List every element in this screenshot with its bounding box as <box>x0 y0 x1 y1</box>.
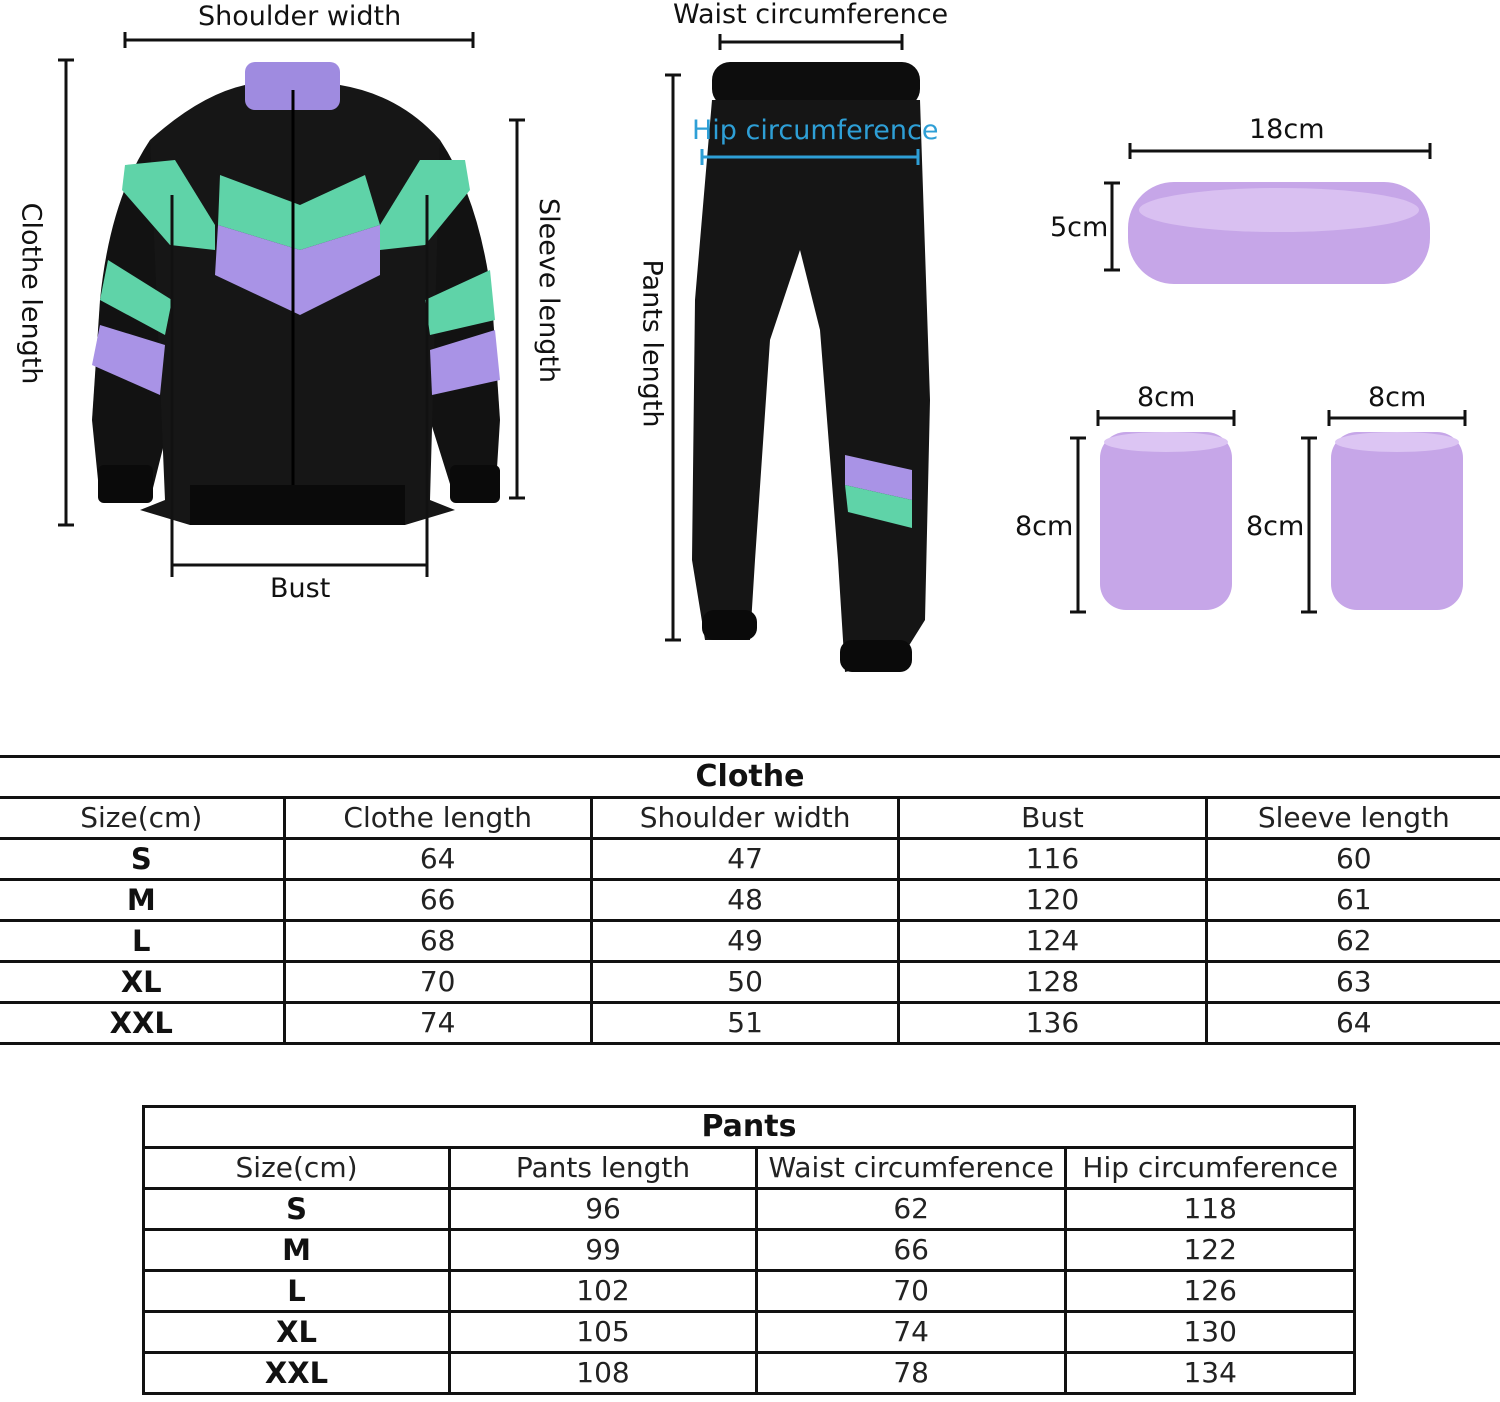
table-row <box>144 1312 1355 1353</box>
value-cell: 105 <box>450 1312 757 1353</box>
value-cell: 61 <box>1206 880 1500 921</box>
value-cell: 47 <box>591 839 898 880</box>
wristband-left-width-label: 8cm <box>1137 382 1196 413</box>
size-cell: M <box>144 1230 450 1271</box>
jacket-illustration <box>92 62 500 525</box>
value-cell: 70 <box>284 962 591 1003</box>
clothe-header-cell: Shoulder width <box>591 798 898 839</box>
size-cell: M <box>0 880 284 921</box>
pants-header-row <box>144 1148 1355 1189</box>
value-cell: 66 <box>284 880 591 921</box>
pants-header-cell: Hip circumference <box>1066 1148 1355 1189</box>
value-cell: 99 <box>450 1230 757 1271</box>
pants-header-cell: Waist circumference <box>756 1148 1065 1189</box>
pants-size-table <box>142 1105 1356 1395</box>
table-row <box>144 1230 1355 1271</box>
value-cell: 64 <box>1206 1003 1500 1044</box>
wristband-right-height-label: 8cm <box>1246 511 1305 542</box>
value-cell: 130 <box>1066 1312 1355 1353</box>
bust-label: Bust <box>270 573 331 604</box>
pants-header-cell: Size(cm) <box>144 1148 450 1189</box>
value-cell: 78 <box>756 1353 1065 1394</box>
pants-length-label: Pants length <box>636 259 668 428</box>
sleeve-length-label: Sleeve length <box>533 197 565 384</box>
pants-table-title: Pants <box>144 1107 1355 1148</box>
value-cell: 68 <box>284 921 591 962</box>
size-cell: L <box>0 921 284 962</box>
value-cell: 62 <box>756 1189 1065 1230</box>
value-cell: 62 <box>1206 921 1500 962</box>
table-row <box>0 880 1500 921</box>
value-cell: 116 <box>899 839 1206 880</box>
table-row <box>0 962 1500 1003</box>
pants-header-cell: Pants length <box>450 1148 757 1189</box>
size-cell: S <box>144 1189 450 1230</box>
value-cell: 120 <box>899 880 1206 921</box>
value-cell: 108 <box>450 1353 757 1394</box>
size-cell: XL <box>144 1312 450 1353</box>
wristband-right-illustration <box>1331 432 1463 610</box>
value-cell: 96 <box>450 1189 757 1230</box>
clothe-header-cell: Clothe length <box>284 798 591 839</box>
value-cell: 118 <box>1066 1189 1355 1230</box>
value-cell: 51 <box>591 1003 898 1044</box>
value-cell: 134 <box>1066 1353 1355 1394</box>
clothe-header-cell: Sleeve length <box>1206 798 1500 839</box>
table-row <box>144 1271 1355 1312</box>
value-cell: 64 <box>284 839 591 880</box>
table-row <box>0 921 1500 962</box>
table-row <box>144 1353 1355 1394</box>
value-cell: 74 <box>284 1003 591 1044</box>
waist-circumference-label: Waist circumference <box>673 0 949 30</box>
value-cell: 49 <box>591 921 898 962</box>
clothe-length-label: Clothe length <box>15 202 47 385</box>
clothe-table-title: Clothe <box>0 757 1500 798</box>
clothe-header-cell: Size(cm) <box>0 798 284 839</box>
value-cell: 126 <box>1066 1271 1355 1312</box>
table-row <box>144 1189 1355 1230</box>
hip-circumference-label: Hip circumference <box>692 115 939 146</box>
size-cell: S <box>0 839 284 880</box>
wristband-left-illustration <box>1100 432 1232 610</box>
headband-height-label: 5cm <box>1050 212 1109 243</box>
headband-illustration <box>1128 182 1430 284</box>
size-cell: XXL <box>144 1353 450 1394</box>
value-cell: 74 <box>756 1312 1065 1353</box>
value-cell: 136 <box>899 1003 1206 1044</box>
table-row <box>0 839 1500 880</box>
value-cell: 128 <box>899 962 1206 1003</box>
shoulder-width-label: Shoulder width <box>198 1 402 32</box>
clothe-size-table <box>0 755 1500 1045</box>
size-cell: XL <box>0 962 284 1003</box>
value-cell: 60 <box>1206 839 1500 880</box>
table-row <box>0 1003 1500 1044</box>
size-cell: L <box>144 1271 450 1312</box>
value-cell: 122 <box>1066 1230 1355 1271</box>
clothe-header-cell: Bust <box>899 798 1206 839</box>
wristband-right-width-label: 8cm <box>1368 382 1427 413</box>
clothe-header-row <box>0 798 1500 839</box>
pants-illustration <box>692 62 930 672</box>
wristband-left-height-label: 8cm <box>1015 511 1074 542</box>
headband-width-label: 18cm <box>1249 114 1325 145</box>
value-cell: 50 <box>591 962 898 1003</box>
value-cell: 48 <box>591 880 898 921</box>
value-cell: 66 <box>756 1230 1065 1271</box>
value-cell: 124 <box>899 921 1206 962</box>
value-cell: 63 <box>1206 962 1500 1003</box>
value-cell: 102 <box>450 1271 757 1312</box>
value-cell: 70 <box>756 1271 1065 1312</box>
size-cell: XXL <box>0 1003 284 1044</box>
